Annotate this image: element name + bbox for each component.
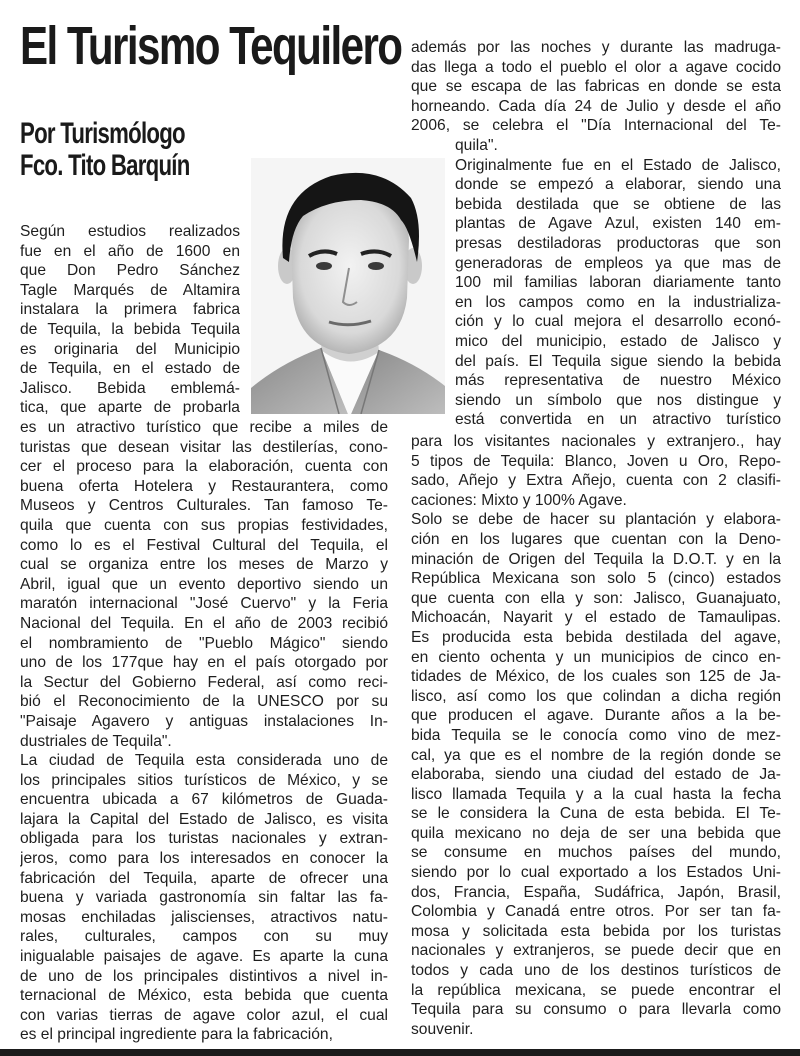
text-line: 5 tipos de Tequila: Blanco, Joven u Oro, Repo- [411,452,781,470]
text-line: fue en el año de 1600 en [20,242,240,260]
text-line: inigualable paisajes de agave. Es aparte la cuna [20,948,388,966]
text-line: Tagle Marqués de Altamira [20,281,240,299]
text-line: es el principal ingrediente para la fabricación, [20,1026,333,1044]
left-column-intro [20,222,240,418]
text-line: para los visitantes nacionales y extranjero., hay [411,433,781,450]
text-line: se consume en muchos países del mundo, [411,844,781,862]
text-line: dos, Francia, España, Sudáfrica, Japón, Brasil, [411,883,781,901]
text-line: Según estudios realizados [20,223,240,240]
text-line: bió el Reconocimiento de la UNESCO por su [20,693,388,711]
text-line: siendo por lo cual exportado a los Estados Uni- [411,864,781,882]
text-line: encuentra ubicada a 67 kilómetros de Guada- [20,791,388,809]
text-line: es originaria del Municipio [20,340,240,358]
text-line: tidades de México, de los cuales son 125 de Ja- [411,668,781,686]
text-line: en ciento ochenta y un municipios de cinco en- [411,648,781,666]
article-byline [20,118,190,182]
text-line: Abril, igual que un evento deportivo siendo un [20,575,388,593]
text-line: cual se organiza entre los meses de Marzo y [20,556,388,574]
text-line: 100 mil familias laboran diariamente tanto [455,274,781,292]
text-line: cal, ya que es el nombre de la región donde se [411,746,781,764]
text-line: tica, que aparte de probarla [20,399,240,417]
text-line: Solo se debe de hacer su plantación y elabora- [411,511,781,529]
byline-line-2: Fco. Tito Barquín [20,149,190,182]
text-line: lisco llamada Tequila y a la cual hasta la fecha [411,785,781,803]
text-line: mico del municipio, estado de Jalisco y [455,332,781,350]
text-line: ción en los lugares que cuentan con la Deno- [411,530,781,548]
text-line: Jalisco. Bebida emblemá- [20,379,240,397]
right-column-beside-photo [455,136,781,430]
text-line: la Sectur del Gobierno Federal, así como reci- [20,673,388,691]
text-line: uno de los 177que hay en el país otorgado por [20,654,388,672]
text-line: siendo un símbolo que nos distingue y [455,391,781,409]
text-line: Originalmente fue en el Estado de Jalisco, [455,156,781,174]
text-line: presas destiladoras productoras que son [455,234,781,252]
text-line: los principales sitios turísticos de México, y se [20,771,388,789]
text-line: souvenir. [411,1020,474,1038]
text-line: obligada para los turistas nacionales y extran- [20,830,388,848]
text-line: lajara la Capital del Estado de Jalisco, es visita [20,810,388,828]
text-line: con varias tierras de agave color azul, el cual [20,1006,388,1024]
text-line: como lo es el Festival Cultural del Tequila, el [20,536,388,554]
text-line: más representativa de nuestro México [455,372,781,390]
right-column-top [411,38,781,136]
text-line: dustriales de Tequila". [20,732,172,750]
byline-line-1: Por Turismólogo [20,117,185,150]
text-line: turistas que desean visitar las destilerías, cono- [20,438,388,456]
text-line: Museos y Centros Culturales. Tan famoso Te- [20,497,388,515]
text-line: todos y cada uno de los destinos turísticos de [411,962,781,980]
author-portrait-illustration [251,158,445,414]
text-line: caciones: Mixto y 100% Agave. [411,491,627,509]
text-line: de uno de los principales distintivos a nivel in- [20,967,388,985]
text-line: bebida destilada que se obtiene de las [455,195,781,213]
text-line: 2006, se celebra el "Día Internacional del Te- [411,117,781,135]
text-line: instalara la primera fabrica [20,301,240,319]
text-line: generadoras de empleos ya que mas de [455,254,781,272]
text-line: quila que cuenta con sus propias festividades, [20,516,388,534]
text-line: del país. El Tequila sigue siendo la bebida [455,352,781,370]
text-line: Nacional del Tequila. En el año de 2003 recibió [20,614,388,632]
text-line: República Mexicana son solo 5 (cinco) estados [411,570,781,588]
left-column-body [20,418,388,1045]
text-line: cer el proceso para la elaboración, cuenta con [20,458,388,476]
text-line: Colombia y Canadá entre otros. Por ser tan fa- [411,903,781,921]
text-line: que cuenta con ella y son: Jalisco, Guanajuato, [411,589,781,607]
text-line: mosa y solicitada esta bebida por los turistas [411,922,781,940]
text-line: bida Tequila se le conocía como vino de mez- [411,726,781,744]
text-line: donde se empezó a elaborar, siendo una [455,176,781,194]
text-line: Tequila para su consumo o para llevarla como [411,1001,781,1019]
text-line: el nombramiento de "Pueblo Mágico" siendo [20,634,388,652]
text-line: elaboraba, siendo una ciudad del estado de Ja- [411,766,781,784]
article-headline: El Turismo Tequilero [20,16,402,76]
text-line: está convertida en un atractivo turístico [455,411,781,429]
text-line: la república mexicana, se puede encontrar el [411,981,781,999]
text-line: minación de Origen del Tequila la D.O.T. y en la [411,550,781,568]
text-line: das llega a todo el pueblo el olor a agave cocido [411,58,781,76]
text-line: La ciudad de Tequila esta considerada uno de [20,752,388,770]
text-line: Es producida esta bebida destilada del agave, [411,628,781,646]
text-line: sado, Añejo y Extra Añejo, cuenta con 2 clasifi- [411,472,781,490]
text-line: además por las noches y durante las madruga- [411,39,781,56]
text-line: que se escapa de las fabricas en donde se esta [411,78,781,96]
text-line: plantas de Agave Azul, existen 140 em- [455,215,781,233]
text-line: fabricación del Tequila, aparte de ofrecer una [20,869,388,887]
text-line: de Tequila, en el estado de [20,360,240,378]
text-line: jeros, como para los interesados en conocer la [20,850,388,868]
text-line: lisco, así como los que colindan a dicha región [411,687,781,705]
text-line: "Paisaje Agavero y antiguas instalaciones In- [20,712,388,730]
text-line: es un atractivo turístico que recibe a miles de [20,419,388,436]
right-column-body [411,432,781,1039]
author-photo [251,158,445,414]
page-footer-bar [0,1049,800,1056]
text-line: de Tequila, la bebida Tequila [20,320,240,338]
text-line: que producen el agave. Durante años a la be- [411,707,781,725]
text-line: en los campos como en la industrializa- [455,293,781,311]
text-line: quila". [455,137,498,154]
text-line: se le considera la Cuna de esta bebida. El Te- [411,805,781,823]
text-line: horneando. Cada día 24 de Julio y desde el año [411,97,781,115]
text-line: ción y lo cual mejora el desarrollo econó- [455,313,781,331]
text-line: quila mexicano no deja de ser una bebida que [411,824,781,842]
text-line: Michoacán, Nayarit y el estado de Tamaulipas. [411,609,781,627]
text-line: buena oferta Hotelera y Restaurantera, como [20,477,388,495]
text-line: rales, culturales, campos con su muy [20,928,388,946]
text-line: maratón internacional "José Cuervo" y la Feria [20,595,388,613]
text-line: que Don Pedro Sánchez [20,262,240,280]
text-line: ternacional de México, esta bebida que cuenta [20,987,388,1005]
text-line: nacionales y extranjeros, se puede decir que en [411,942,781,960]
text-line: buena y variada gastronomía sin faltar las fa- [20,889,388,907]
text-line: mosas enchiladas jaliscienses, atractivos natu- [20,908,388,926]
